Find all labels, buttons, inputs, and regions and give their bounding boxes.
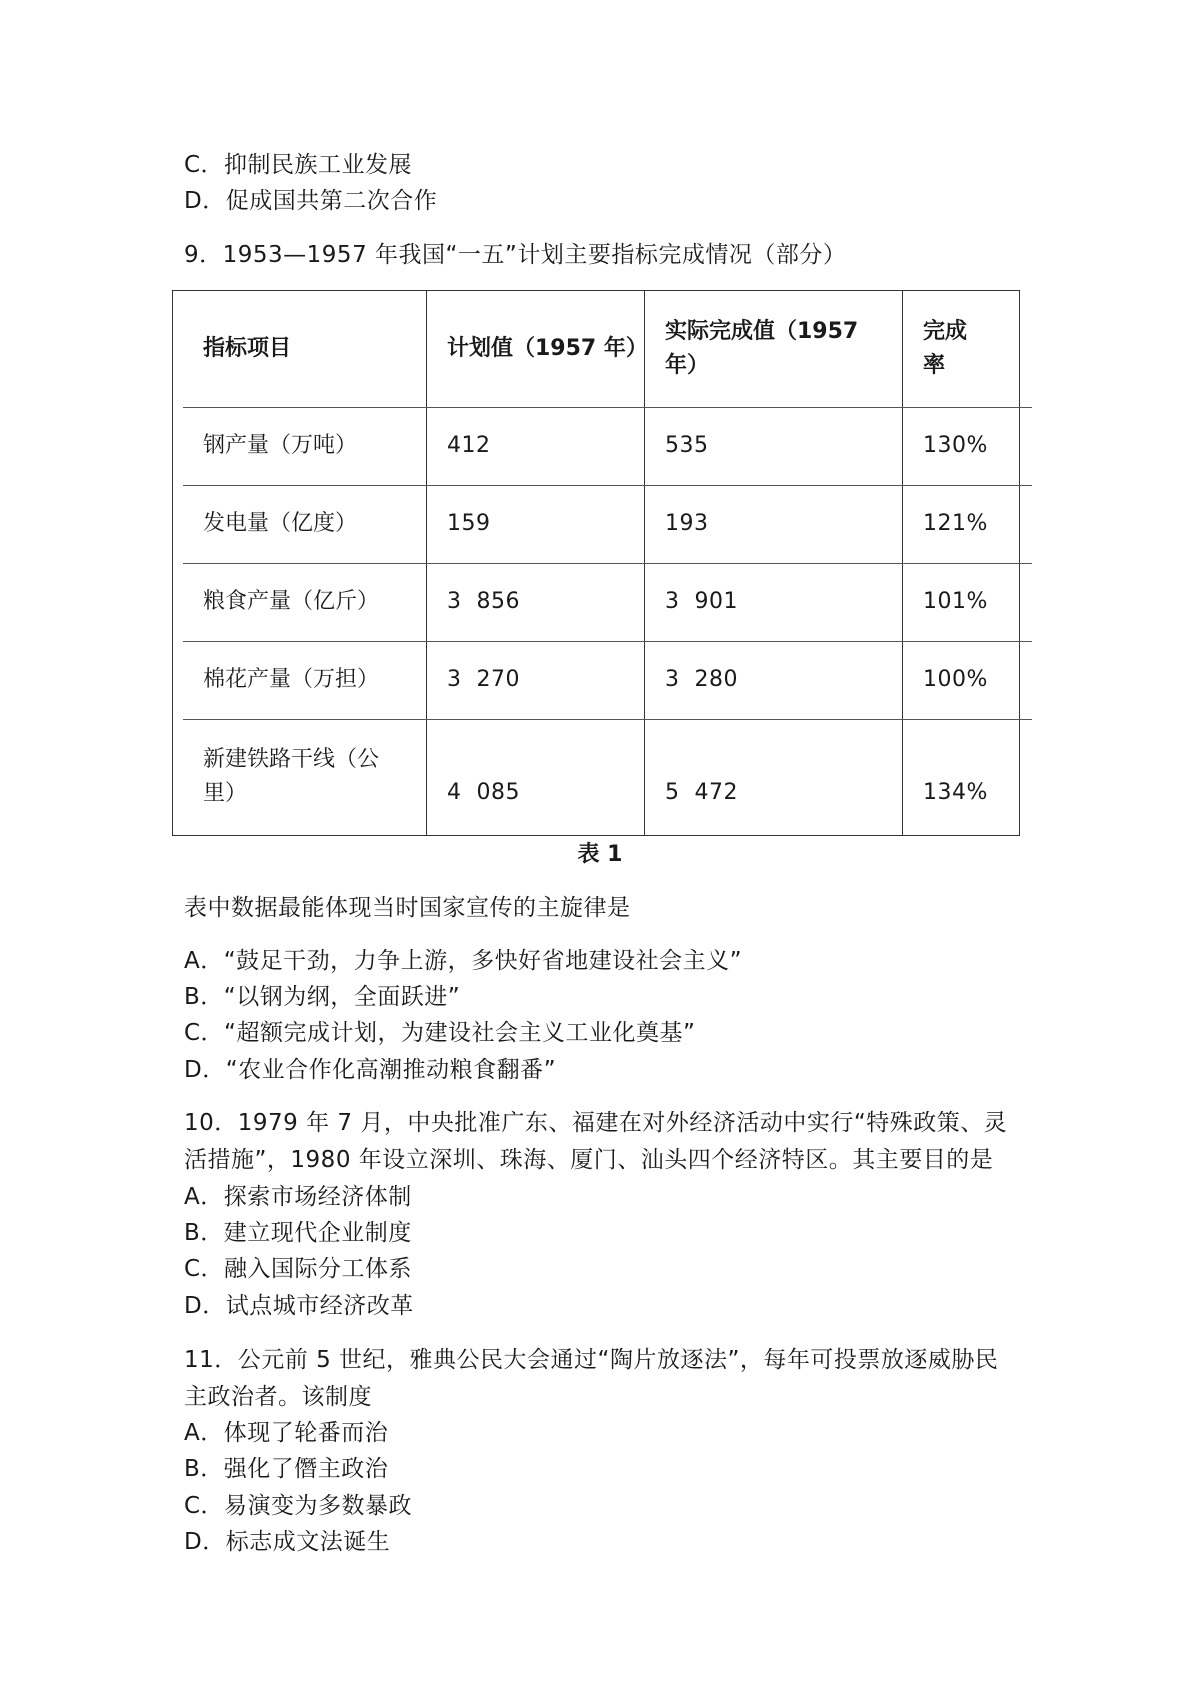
- table-row: [183, 407, 1032, 485]
- header-item: 指标项目: [183, 291, 427, 407]
- q9-option-d: D．“农业合作化高潮推动粮食翻番”: [184, 1057, 557, 1083]
- question-10-stem-line-1: 10．1979 年 7 月，中央批准广东、福建在对外经济活动中实行“特殊政策、灵: [184, 1110, 1008, 1136]
- question-11-stem-line-1: 11．公元前 5 世纪，雅典公民大会通过“陶片放逐法”，每年可投票放逐威胁民: [184, 1347, 999, 1373]
- option-c-prev: C．抑制民族工业发展: [184, 152, 413, 178]
- question-11-stem-line-2: 主政治者。该制度: [184, 1384, 372, 1410]
- q9-option-b: B．“以钢为纲，全面跃进”: [184, 984, 461, 1010]
- q11-option-d: D．标志成文法诞生: [184, 1529, 391, 1555]
- cell-rate: 101%: [903, 563, 1033, 641]
- q10-option-c: C．融入国际分工体系: [184, 1256, 413, 1282]
- q9-option-c: C．“超额完成计划，为建设社会主义工业化奠基”: [184, 1020, 696, 1046]
- header-actual: 实际完成值（1957 年）: [645, 291, 903, 407]
- cell-plan: 4 085: [427, 719, 645, 835]
- cell-actual: 3 901: [645, 563, 903, 641]
- table-caption: 表 1: [577, 842, 623, 867]
- cell-actual: 535: [645, 407, 903, 485]
- q11-option-b: B．强化了僭主政治: [184, 1456, 389, 1482]
- q11-option-a: A．体现了轮番而治: [184, 1420, 389, 1446]
- cell-rate: 100%: [903, 641, 1033, 719]
- q10-option-a: A．探索市场经济体制: [184, 1184, 412, 1210]
- table-row: [183, 485, 1032, 563]
- q10-option-b: B．建立现代企业制度: [184, 1220, 412, 1246]
- question-9-prompt: 表中数据最能体现当时国家宣传的主旋律是: [184, 895, 631, 921]
- question-9-stem: 9．1953—1957 年我国“一五”计划主要指标完成情况（部分）: [184, 242, 847, 268]
- cell-actual: 3 280: [645, 641, 903, 719]
- cell-rate: 121%: [903, 485, 1033, 563]
- table-row: [183, 641, 1032, 719]
- header-plan: 计划值（1957 年）: [427, 291, 645, 407]
- cell-plan: 412: [427, 407, 645, 485]
- indicator-table: [183, 291, 1032, 835]
- cell-actual: 5 472: [645, 719, 903, 835]
- cell-plan: 3 270: [427, 641, 645, 719]
- cell-item: 钢产量（万吨）: [183, 407, 427, 485]
- table-row: [183, 563, 1032, 641]
- cell-item: 新建铁路干线（公 里）: [183, 719, 427, 835]
- cell-rate: 130%: [903, 407, 1033, 485]
- q9-option-a: A．“鼓足干劲，力争上游，多快好省地建设社会主义”: [184, 948, 743, 974]
- cell-actual: 193: [645, 485, 903, 563]
- cell-item: 发电量（亿度）: [183, 485, 427, 563]
- table-1: [172, 290, 1020, 836]
- option-d-prev: D．促成国共第二次合作: [184, 188, 438, 214]
- q10-option-d: D．试点城市经济改革: [184, 1293, 414, 1319]
- table-header-row: [183, 291, 1032, 407]
- table-row: [183, 719, 1032, 835]
- cell-item: 棉花产量（万担）: [183, 641, 427, 719]
- question-10-stem-line-2: 活措施”，1980 年设立深圳、珠海、厦门、汕头四个经济特区。其主要目的是: [184, 1147, 994, 1173]
- cell-item: 粮食产量（亿斤）: [183, 563, 427, 641]
- q11-option-c: C．易演变为多数暴政: [184, 1493, 413, 1519]
- cell-plan: 3 856: [427, 563, 645, 641]
- header-rate: 完成 率: [903, 291, 1033, 407]
- cell-plan: 159: [427, 485, 645, 563]
- cell-rate: 134%: [923, 780, 988, 806]
